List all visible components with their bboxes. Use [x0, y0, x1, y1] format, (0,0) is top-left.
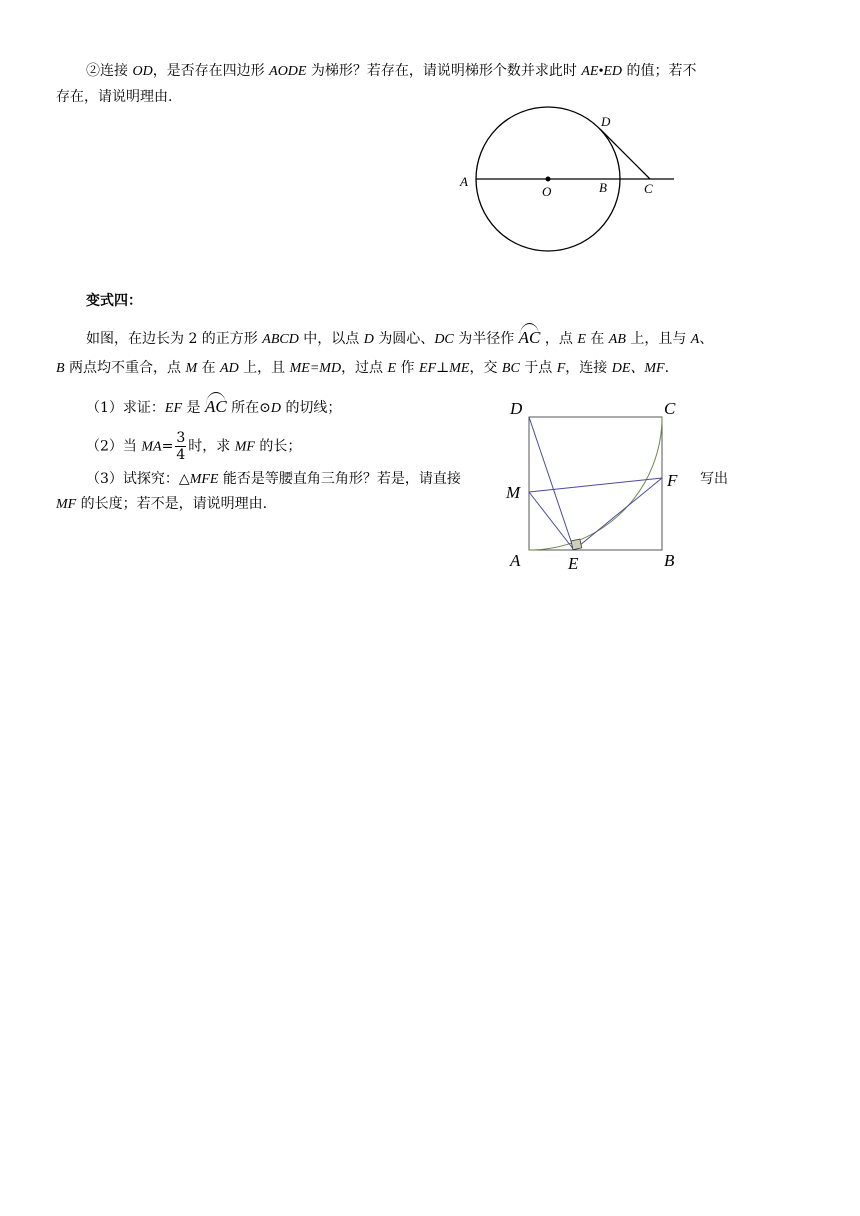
square-abcd [529, 417, 662, 550]
label-c: C [664, 399, 676, 418]
label-d: D [510, 399, 523, 418]
variant-problem-line2: B 两点均不重合，点 M 在 AD 上，且 ME=MD，过点 E 作 EF⊥ME，交 BC 于点 F，连接 DE、MF. [56, 360, 670, 376]
label-b: B [664, 551, 675, 570]
label-o: O [542, 184, 552, 199]
tangent-dc [600, 129, 650, 179]
label-d: D [601, 114, 611, 129]
right-angle-mark [571, 539, 582, 550]
label-b: B [599, 180, 607, 195]
segment-ef [574, 478, 662, 550]
question-3-line1-tail: 写出 [700, 471, 728, 487]
label-f: F [667, 471, 678, 490]
variant-problem-line1: 如图，在边长为 2 的正方形 ABCD 中，以点 D 为圆心、DC 为半径作 AC ，点 E 在 AB 上，且与 A、 [86, 323, 713, 351]
square-arc-figure [500, 395, 690, 575]
segment-de [529, 417, 574, 550]
arc-ac-symbol: AC [519, 323, 541, 349]
center-point-o [546, 177, 551, 182]
question-3-line1: （3）试探究：△MFE 能否是等腰直角三角形？若是，请直接 [86, 471, 461, 487]
label-c: C [644, 181, 653, 196]
arc-ac [529, 417, 662, 550]
question-part-2-line1: ②连接 OD，是否存在四边形 AODE 为梯形？若存在，请说明梯形个数并求此时 AE•ED 的值；若不 [86, 63, 697, 79]
question-part-2-line2: 存在，请说明理由. [56, 89, 173, 105]
label-a: A [510, 551, 521, 570]
variant-title: 变式四： [86, 293, 142, 309]
segment-me [529, 492, 574, 550]
question-3-line2: MF 的长度；若不是，请说明理由. [56, 496, 268, 512]
segment-mf [529, 478, 662, 492]
question-2: （2）当 MA= $\frac{3}{4}$ 时，求 MF 的长； [86, 430, 302, 463]
circle-tangent-figure [450, 100, 690, 260]
question-1: （1）求证：EF 是 AC 所在⊙D 的切线； [86, 392, 341, 420]
label-m: M [506, 483, 521, 502]
label-a: A [460, 174, 468, 189]
arc-ac-symbol: AC [205, 392, 227, 418]
fraction-3-4: $\frac{3}{4}$ [176, 430, 186, 463]
label-e: E [568, 554, 579, 573]
